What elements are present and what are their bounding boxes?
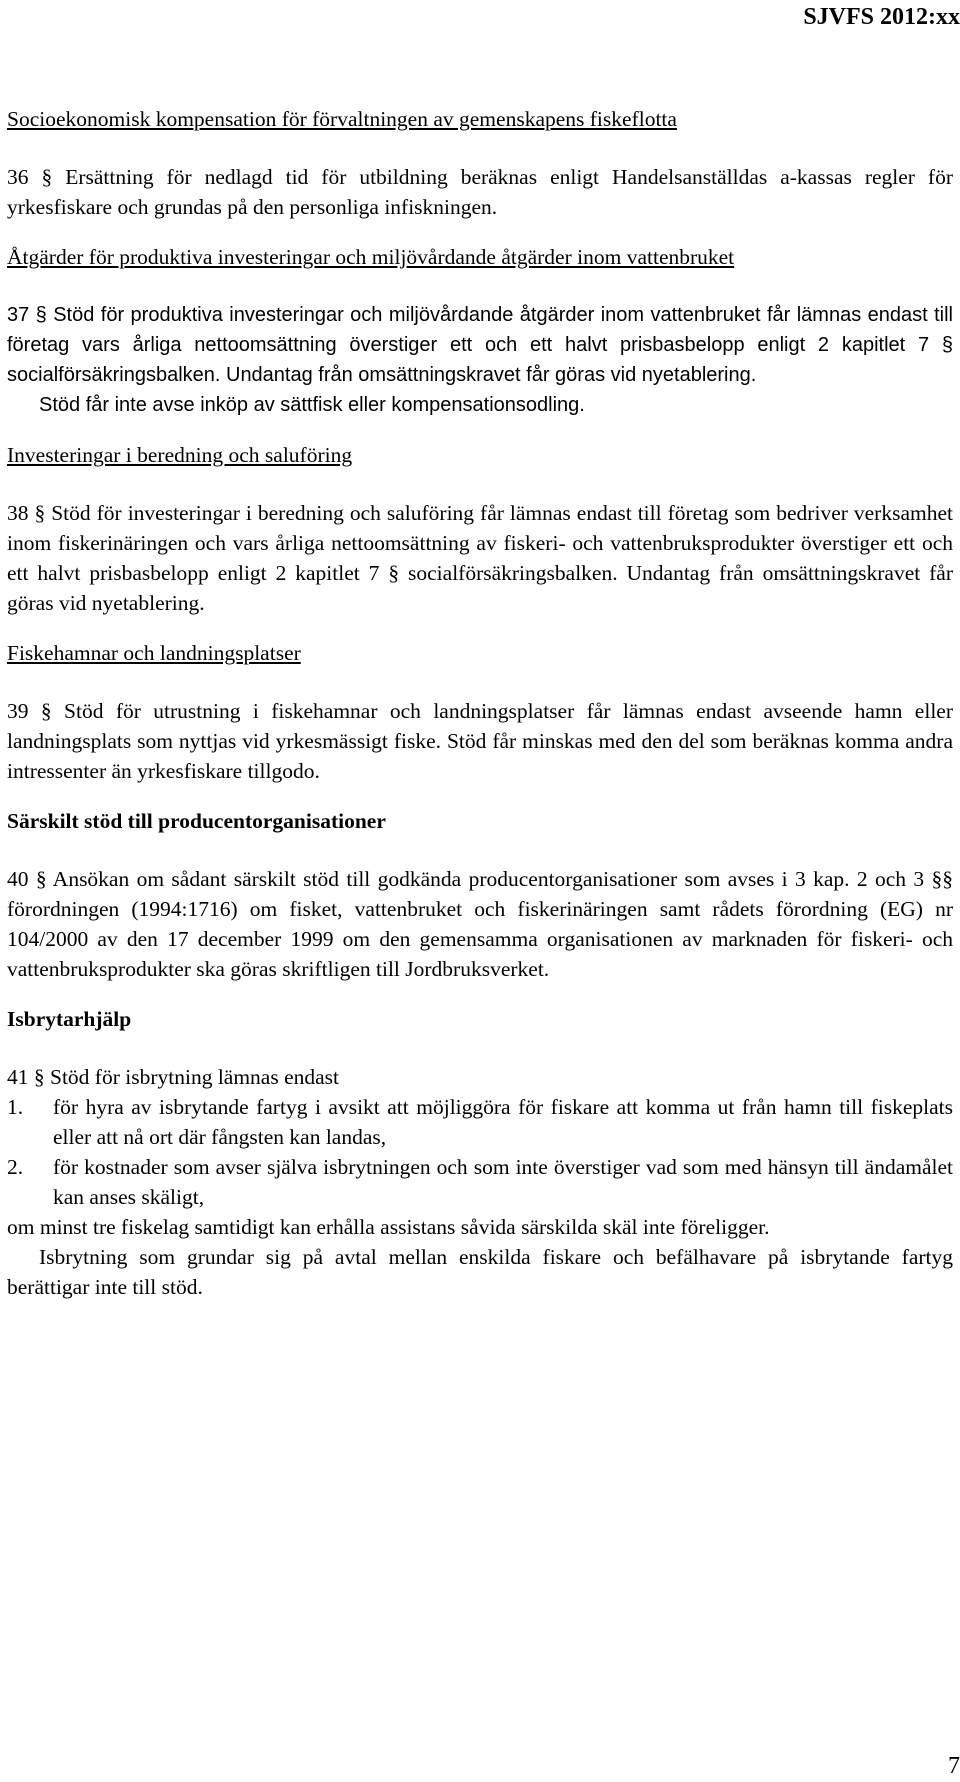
- paragraph-37: 37 § Stöd för produktiva investeringar och miljövårdande åtgärder inom vattenbruket får lämnas endast till företag vars årliga nettoomsättning överstiger ett och ett halvt prisbasbelopp enligt 2 kapitlet 7 § socialförsäkringsbalken. Undantag från omsättningskravet får göras vid nyetablering.: [7, 304, 953, 386]
- paragraph-41-closing: om minst tre fiskelag samtidigt kan erhålla assistans såvida särskilda skäl inte föreligger.: [7, 1215, 770, 1239]
- list-item-number: 1.: [7, 1095, 24, 1119]
- list-item: [7, 1092, 953, 1152]
- section-heading-beredning: Investeringar i beredning och saluföring: [7, 443, 353, 467]
- section-heading-socioekonomisk: Socioekonomisk kompensation för förvaltningen av gemenskapens fiskeflotta: [7, 107, 677, 131]
- section-heading-isbrytarhjalp: Isbrytarhjälp: [7, 1007, 132, 1031]
- paragraph-36: 36 § Ersättning för nedlagd tid för utbildning beräknas enligt Handelsanställdas a-kassas regler för yrkesfiskare och grundas på den personliga infiskningen.: [7, 165, 953, 219]
- paragraph-41-final: Isbrytning som grundar sig på avtal mellan enskilda fiskare och befälhavare på isbrytande fartyg berättigar inte till stöd.: [7, 1245, 953, 1299]
- list-item-number: 2.: [7, 1155, 24, 1179]
- paragraph-37-continued: Stöd får inte avse inköp av sättfisk eller kompensationsodling.: [39, 394, 585, 416]
- list-item-text: för hyra av isbrytande fartyg i avsikt att möjliggöra för fiskare att komma ut från hamn till fiskeplats eller att nå ort där fångsten kan landas,: [53, 1095, 953, 1149]
- paragraph-40: 40 § Ansökan om sådant särskilt stöd till godkända producentorganisationer som avses i 3 kap. 2 och 3 §§ förordningen (1994:1716) om fisket, vattenbruket och fiskerinäringen samt rådets förordning (EG) nr 104/2000 av den 17 december 1999 om den gemensamma organisationen av marknaden för fiskeri- och vattenbruksprodukter ska göras skriftligen till Jordbruksverket.: [7, 867, 953, 981]
- list-item: [7, 1152, 953, 1212]
- paragraph-41-intro: 41 § Stöd för isbrytning lämnas endast: [7, 1065, 340, 1089]
- document-reference: SJVFS 2012:xx: [803, 4, 960, 30]
- section-heading-producentorganisationer: Särskilt stöd till producentorganisationer: [7, 809, 386, 833]
- page-number: 7: [948, 1753, 960, 1779]
- document-body: [7, 104, 953, 1322]
- isbrytning-list: [7, 1092, 953, 1212]
- section-heading-fiskehamnar: Fiskehamnar och landningsplatser: [7, 641, 301, 665]
- section-heading-vattenbruket: Åtgärder för produktiva investeringar och miljövårdande åtgärder inom vattenbruket: [7, 245, 735, 269]
- paragraph-39: 39 § Stöd för utrustning i fiskehamnar och landningsplatser får lämnas endast avseende hamn eller landningsplats som nyttjas vid yrkesmässigt fiske. Stöd får minskas med den del som beräknas komma andra intressenter än yrkesfiskare tillgodo.: [7, 699, 953, 783]
- paragraph-38: 38 § Stöd för investeringar i beredning och saluföring får lämnas endast till företag som bedriver verksamhet inom fiskerinäringen och vars årliga nettoomsättning av fiskeri- och vattenbruksprodukter överstiger ett och ett halvt prisbasbelopp enligt 2 kapitlet 7 § socialförsäkringsbalken. Undantag från omsättningskravet får göras vid nyetablering.: [7, 501, 953, 615]
- list-item-text: för kostnader som avser själva isbrytningen och som inte överstiger vad som med hänsyn till ändamålet kan anses skäligt,: [53, 1155, 953, 1209]
